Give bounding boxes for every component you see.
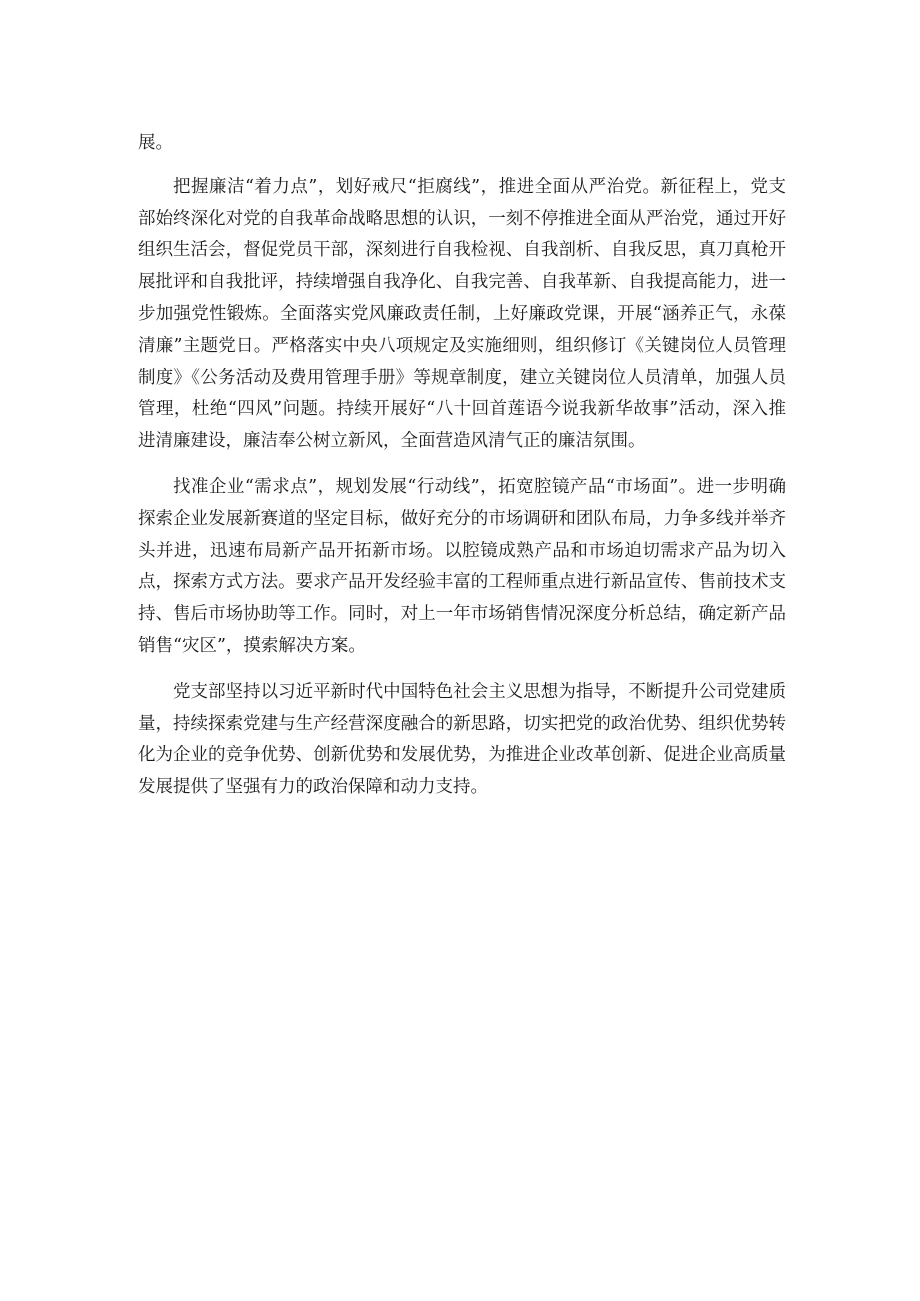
- paragraph-market: 找准企业“需求点”，规划发展“行动线”，拓宽腔镜产品“市场面”。进一步明确探索企业发展新赛道的坚定目标，做好充分的市场调研和团队布局，力争多线并举齐头并进，迅速布局新产品开拓新市场。以腔镜成熟产品和市场迫切需求产品为切入点，探索方式方法。要求产品开发经验丰富的工程师重点进行新品宣传、售前技术支持、售后市场协助等工作。同时，对上一年市场销售情况深度分析总结，确定新产品销售“灾区”，摸索解决方案。: [138, 476, 786, 656]
- paragraph-conclusion: 党支部坚持以习近平新时代中国特色社会主义思想为指导，不断提升公司党建质量，持续探索党建与生产经营深度融合的新思路，切实把党的政治优势、组织优势转化为企业的竞争优势、创新优势和发展优势，为推进企业改革创新、促进企业高质量发展提供了坚强有力的政治保障和动力支持。: [138, 681, 786, 798]
- document-body: [138, 128, 786, 818]
- paragraph-continuation: 展。: [138, 133, 173, 153]
- paragraph-integrity: 把握廉洁“着力点”，划好戒尺“拒腐线”，推进全面从严治党。新征程上，党支部始终深化对党的自我革命战略思想的认识，一刻不停推进全面从严治党，通过开好组织生活会，督促党员干部，深刻进行自我检视、自我剖析、自我反思，真刀真枪开展批评和自我批评，持续增强自我净化、自我完善、自我革新、自我提高能力，进一步加强党性锻炼。全面落实党风廉政责任制，上好廉政党课，开展“涵养正气，永葆清廉”主题党日。严格落实中央八项规定及实施细则，组织修订《关键岗位人员管理制度》《公务活动及费用管理手册》等规章制度，建立关键岗位人员清单，加强人员管理，杜绝“四风”问题。持续开展好“八十回首莲语今说我新华故事”活动，深入推进清廉建设，廉洁奉公树立新风，全面营造风清气正的廉洁氛围。: [138, 176, 786, 452]
